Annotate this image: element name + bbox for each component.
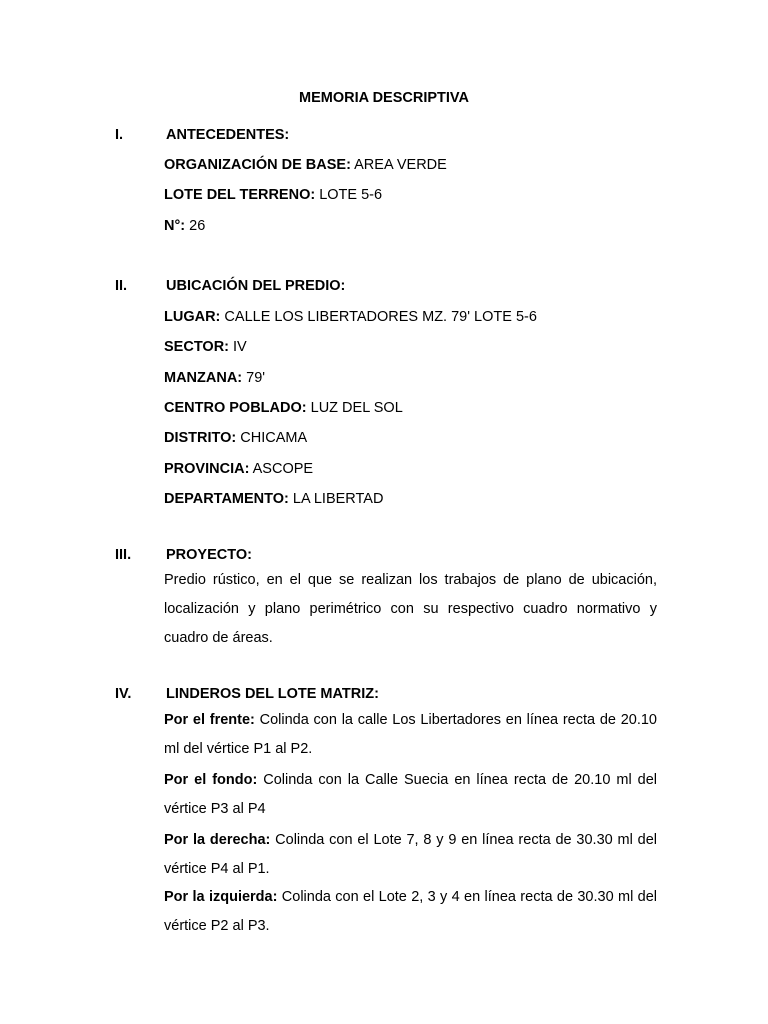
field-label: MANZANA: [164,370,243,386]
section-number: II. [115,278,128,294]
section-heading-antecedentes [115,126,289,144]
section-title: ANTECEDENTES: [166,127,290,143]
section-heading-linderos [115,685,379,703]
lindero-text: Colinda con la calle Los Libertadores en línea recta de 20.10 ml del vértice P1 al P2. [164,712,657,757]
field-label: ORGANIZACIÓN DE BASE: [164,157,351,173]
field-value: 79' [246,370,266,386]
lindero-label: Por el frente: [164,712,255,728]
field-label: CENTRO POBLADO: [164,400,307,416]
field-value: LA LIBERTAD [292,491,384,507]
field-value: CALLE LOS LIBERTADORES MZ. 79' LOTE 5-6 [224,309,537,325]
field-distrito [164,429,307,447]
field-label: N°: [164,218,186,234]
field-label: LUGAR: [164,309,221,325]
section-title: PROYECTO: [166,547,252,563]
field-value: AREA VERDE [354,157,447,173]
field-centro-poblado [164,399,403,417]
lindero-izquierda [164,883,657,941]
field-value: LUZ DEL SOL [310,400,403,416]
section-number: III. [115,547,132,563]
field-provincia [164,460,313,478]
field-label: DISTRITO: [164,430,237,446]
field-departamento [164,490,383,508]
field-label: DEPARTAMENTO: [164,491,289,507]
field-value: IV [233,339,247,355]
lindero-text: Colinda con el Lote 2, 3 y 4 en línea recta de 30.30 ml del vértice P2 al P3. [164,889,657,934]
lindero-derecha [164,826,657,884]
section-title: UBICACIÓN DEL PREDIO: [166,278,346,294]
field-value: 26 [189,218,206,234]
field-numero [164,217,205,235]
field-lote-del-terreno [164,186,382,204]
proyecto-description: Predio rústico, en el que se realizan los trabajos de plano de ubicación, localización y plano perimétrico con su respectivo cuadro normativo y cuadro de áreas. [164,572,657,646]
field-label: SECTOR: [164,339,229,355]
field-sector [164,338,247,356]
lindero-label: Por la izquierda: [164,889,278,905]
document-title: MEMORIA DESCRIPTIVA [299,90,469,106]
field-manzana [164,369,265,387]
section-title: LINDEROS DEL LOTE MATRIZ: [166,686,379,702]
lindero-frente [164,706,657,764]
section-number: IV. [115,686,132,702]
field-label: LOTE DEL TERRENO: [164,187,316,203]
section-number: I. [115,127,124,143]
section-heading-ubicacion [115,277,345,295]
field-label: PROVINCIA: [164,461,250,477]
field-value: ASCOPE [252,461,314,477]
field-value: LOTE 5-6 [319,187,383,203]
lindero-label: Por la derecha: [164,832,271,848]
lindero-text: Colinda con la Calle Suecia en línea recta de 20.10 ml del vértice P3 al P4 [164,772,657,817]
field-value: CHICAMA [240,430,308,446]
field-lugar [164,308,537,326]
field-organizacion-de-base [164,156,447,174]
lindero-text: Colinda con el Lote 7, 8 y 9 en línea recta de 30.30 ml del vértice P4 al P1. [164,832,657,877]
lindero-label: Por el fondo: [164,772,258,788]
lindero-fondo [164,766,657,824]
section-heading-proyecto [115,546,252,564]
